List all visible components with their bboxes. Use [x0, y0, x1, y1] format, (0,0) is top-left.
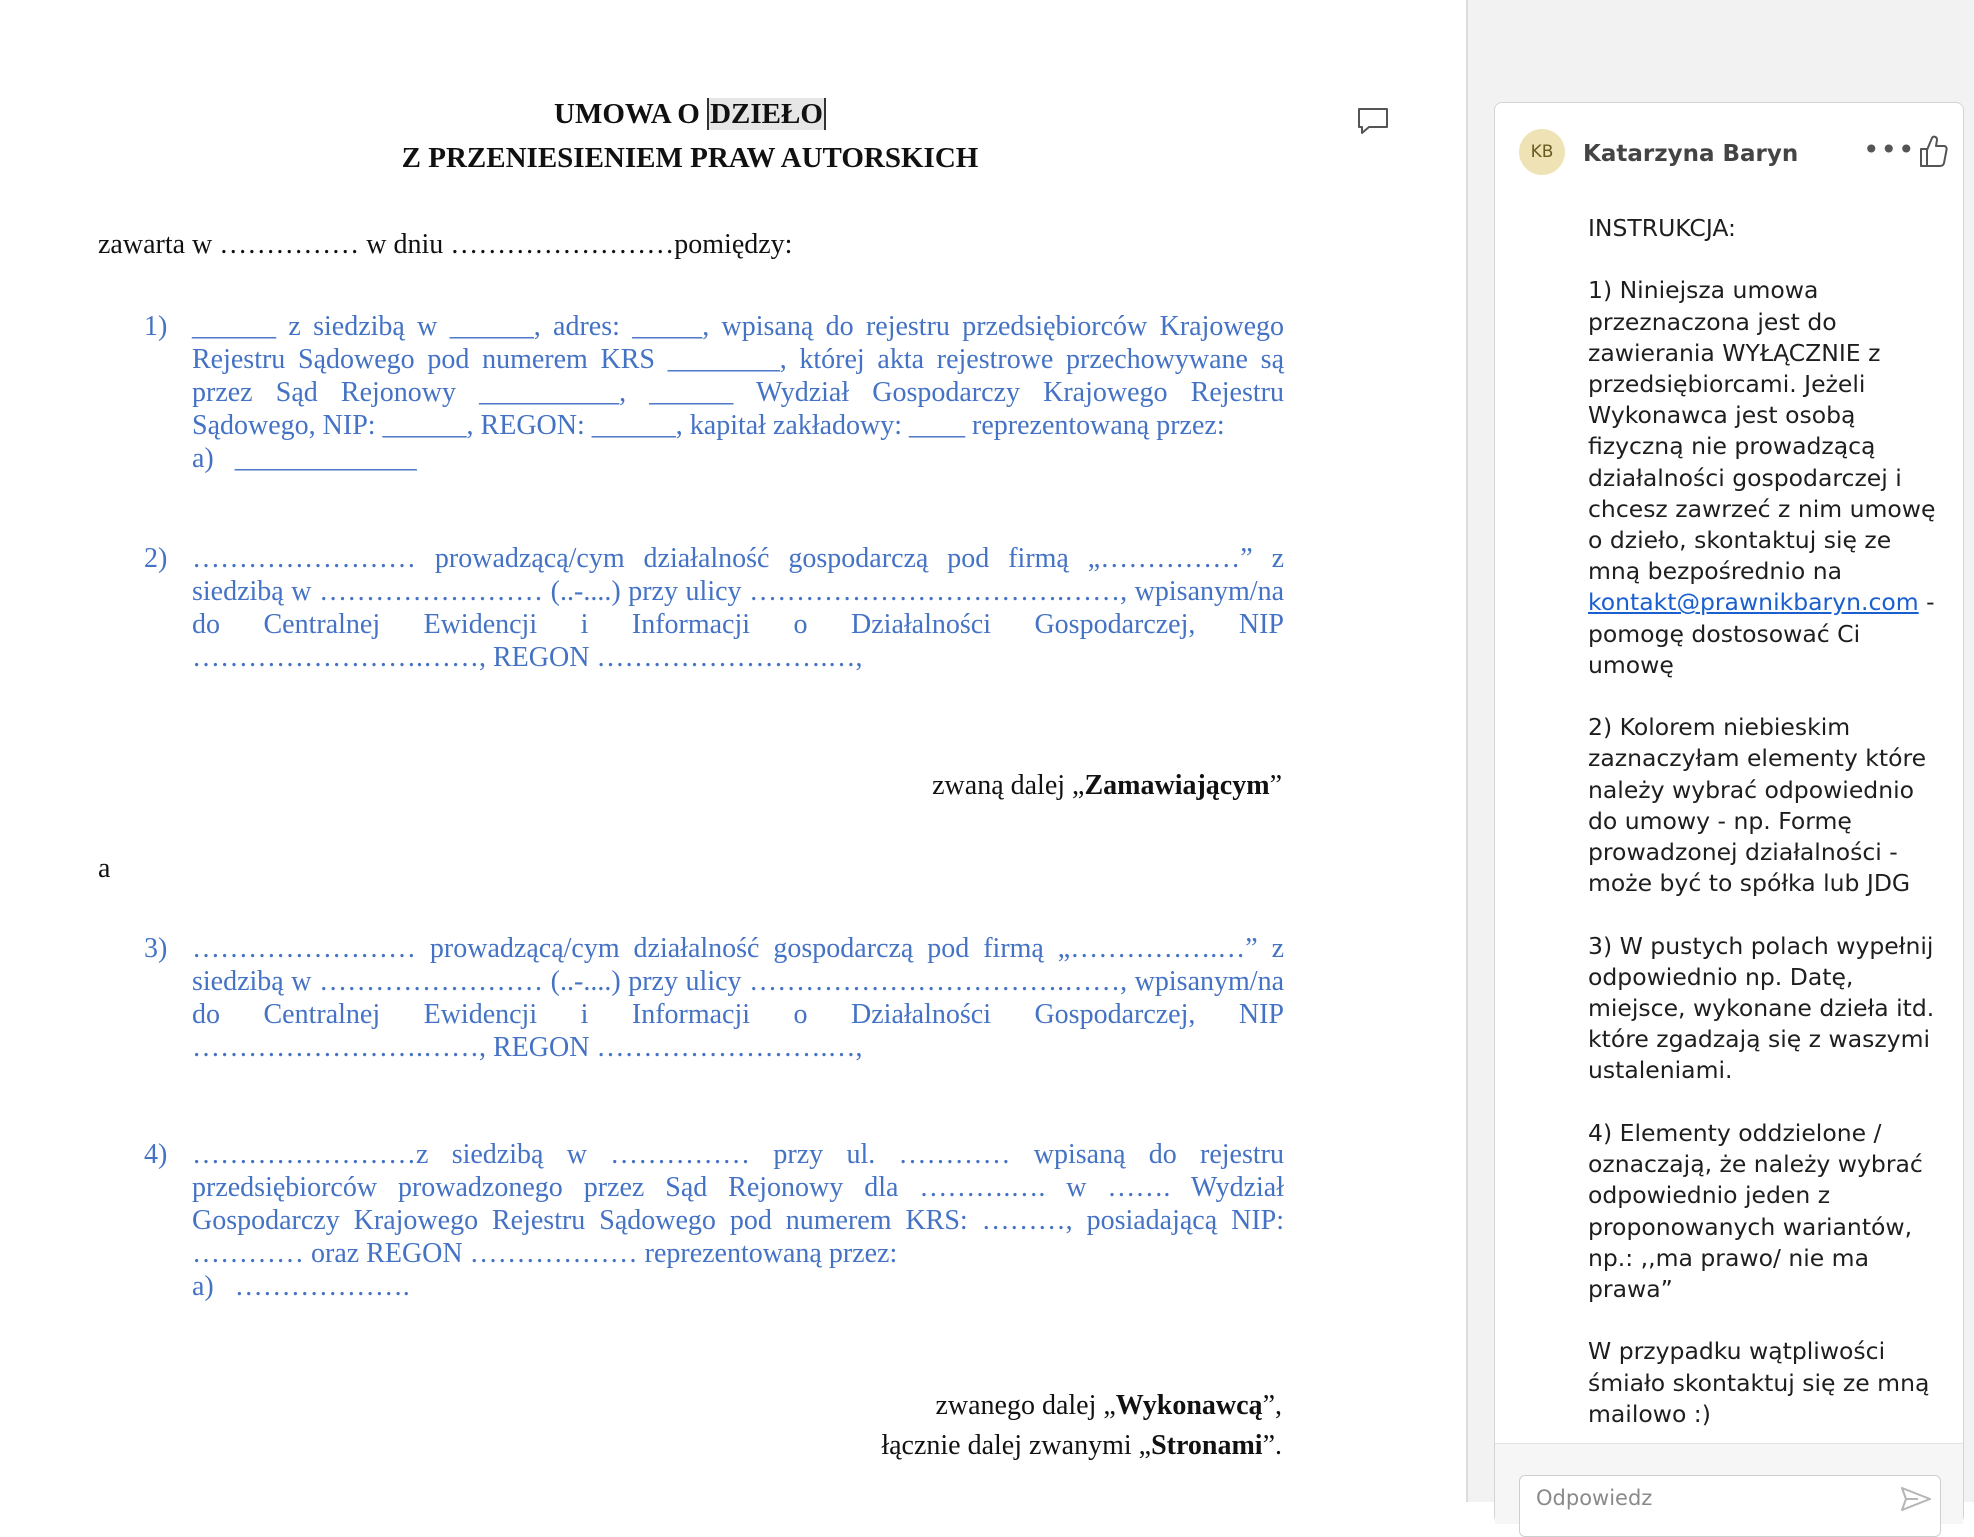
comment-card[interactable] [1494, 102, 1964, 1524]
avatar: KB [1519, 129, 1565, 175]
selected-text[interactable]: DZIEŁO [707, 98, 826, 130]
party-1-text: ______ z siedzibą w ______, adres: _____, wpisaną do rejestru przedsiębiorców Krajowego Rejestru Sądowego pod numerem KRS ________, której akta rejestrowe przechowywane są przez Sąd Rejonowy __________, ______ Wydział Gospodarczy Krajowego Rejestru Sądowego, NIP: ______, REGON: ______, kapitał zakładowy: ____ reprezentowaną przez: [192, 311, 1284, 441]
text: ”. [1262, 1430, 1282, 1461]
list-number: 3) [144, 933, 168, 964]
comment-body-text: INSTRUKCJA: 1) Niniejsza umowa przeznaczona jest do zawierania WYŁĄCZNIE z przedsiębiorcami. Jeżeli Wykonawca jest osobą fizyczną nie prowadzącą działalności gospodarczej i chcesz zawrzeć z nim umowę o dzieło, skontaktuj się ze mną bezpośrednio na [1588, 214, 1936, 586]
sub-label: a) [192, 1271, 214, 1302]
text: ” [1269, 770, 1282, 801]
party-2 [144, 542, 1284, 674]
party-4-text: ……………………z siedzibą w …………… przy ul. ………… wpisaną do rejestru przedsiębiorców prowadzonego przez Sąd Rejonowy dla ……….…. w ……. Wydział Gospodarczy Krajowego Rejestru Sądowego pod numerem KRS: ………, posiadającą NIP: ………… oraz REGON ……………… reprezentowaną przez: [192, 1139, 1284, 1269]
text: ”, [1262, 1390, 1282, 1421]
party-3 [144, 932, 1284, 1064]
party-1 [144, 310, 1284, 475]
strony-line [881, 1426, 1282, 1466]
comment-body-text-2: - pomogę dostosować Ci umowę 2) Kolorem niebieskim zaznaczyłam elementy które należy wybrać odpowiednio do umowy - np. Formę prowadzonej działalności - może być to spółka lub JDG 3) W pustych polach wypełnij odpowiednio np. Datę, miejsce, wykonane dzieła itd. które zgadzają się z waszymi ustaleniami. 4) Elementy oddzielone / oznaczają, że należy wybrać odpowiednio jeden z proponowanych wariantów, np.: ,,ma prawo/ nie ma prawa” W przypadku wątpliwości śmiało skontaktuj się ze mną mailowo :) [1588, 588, 1935, 1428]
text: zwaną dalej „ [932, 770, 1085, 801]
title-text: UMOWA O [554, 98, 708, 130]
comment-body [1588, 213, 1950, 1430]
text: łącznie dalej zwanymi „ [881, 1430, 1152, 1461]
thumbs-up-icon[interactable] [1917, 133, 1949, 169]
bold-text: Wykonawcą [1115, 1390, 1263, 1421]
more-options-button[interactable]: ••• [1863, 133, 1916, 166]
zamawiajacy-line [932, 766, 1282, 806]
sub-label: a) [192, 443, 214, 474]
sub-text: ………………. [234, 1271, 410, 1302]
comment-author: Katarzyna Baryn [1583, 141, 1799, 167]
document-title-line1 [0, 98, 1380, 131]
party-4-representative [192, 1270, 1284, 1303]
party-1-representative [192, 442, 1284, 475]
reply-input[interactable] [1519, 1475, 1941, 1537]
list-number: 4) [144, 1139, 168, 1170]
send-icon[interactable] [1900, 1486, 1932, 1512]
email-link[interactable]: kontakt@prawnikbaryn.com [1588, 588, 1919, 617]
sub-text: _____________ [234, 443, 417, 474]
party-3-text: …………………… prowadzącą/cym działalność gospodarczą pod firmą „…………….…” z siedzibą w …………………… (..-....) przy ulicy …………………………….……, wpisanym/na do Centralnej Ewidencji i Informacji o Działalności Gospodarczej, NIP …………………….……, REGON …………………….…, [192, 933, 1284, 1063]
comment-icon[interactable] [1356, 106, 1390, 136]
reply-placeholder: Odpowiedz [1536, 1486, 1653, 1510]
party-4 [144, 1138, 1284, 1303]
conjunction: a [98, 853, 111, 884]
list-number: 2) [144, 543, 168, 574]
bold-text: Stronami [1151, 1430, 1263, 1461]
wykonawca-line [935, 1386, 1282, 1426]
list-number: 1) [144, 311, 168, 342]
text: zwanego dalej „ [935, 1390, 1116, 1421]
document-title-line2: Z PRZENIESIENIEM PRAW AUTORSKICH [401, 142, 979, 174]
intro-line: zawarta w …………… w dniu ……………………pomiędzy: [98, 229, 793, 260]
bold-text: Zamawiającym [1084, 770, 1270, 801]
party-2-text: …………………… prowadzącą/cym działalność gospodarczą pod firmą „……………” z siedzibą w …………………… (..-....) przy ulicy …………………………….……, wpisanym/na do Centralnej Ewidencji i Informacji o Działalności Gospodarczej, NIP …………………….……, REGON …………………….…, [192, 543, 1284, 673]
